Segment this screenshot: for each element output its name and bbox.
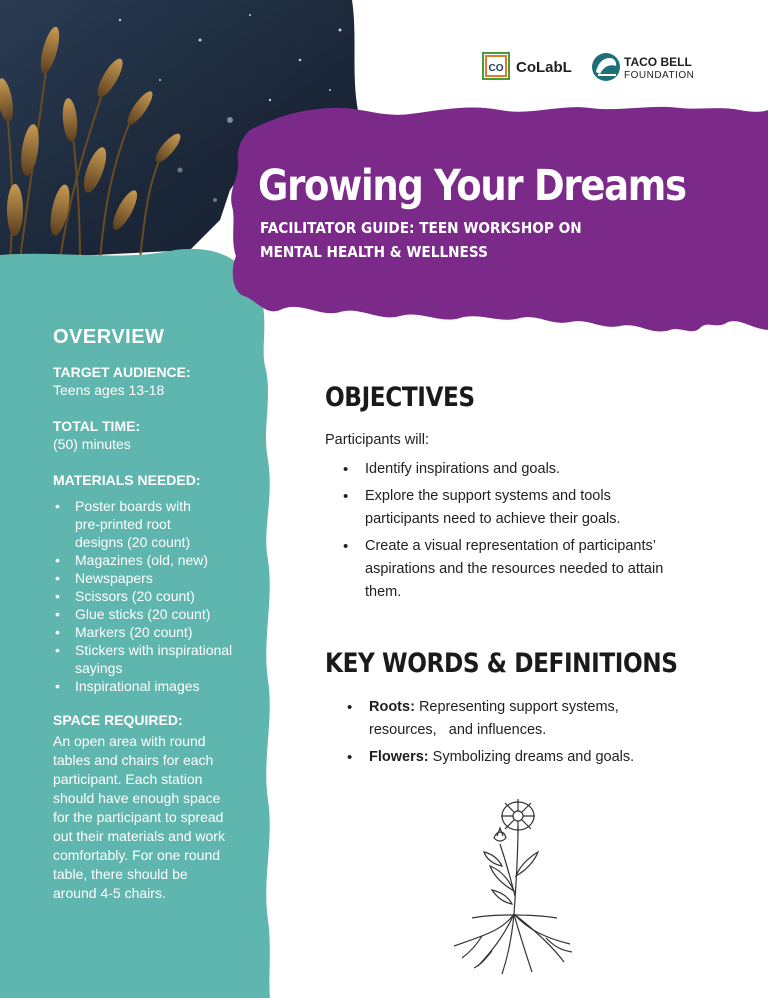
list-item xyxy=(345,696,655,742)
colabl-logo-text: CoLabL xyxy=(516,59,572,76)
partner-logos xyxy=(482,52,712,84)
list-item: • Identify inspirations and goals. xyxy=(341,458,671,481)
taco-bell-logo-line1: TACO BELL xyxy=(624,55,692,69)
materials-list xyxy=(53,497,263,695)
target-audience-value: Teens ages 13-18 xyxy=(53,382,165,398)
objectives-intro: Participants will: xyxy=(325,432,429,448)
total-time-value: (50) minutes xyxy=(53,436,131,452)
keyword-term: Flowers: xyxy=(369,749,429,765)
overview-sidebar xyxy=(53,326,263,903)
title-block xyxy=(258,160,728,264)
list-item: • Poster boards with pre-printed root designs (20 count) xyxy=(53,497,215,551)
list-item: • Scissors (20 count) xyxy=(53,587,263,605)
space-required-value: An open area with round tables and chairs for each participant. Each station should have enough space for the participant to spread out their materials and work comfortably. For one round table, there should be around 4-5 chairs. xyxy=(53,733,225,901)
list-item: • Newspapers xyxy=(53,569,263,587)
list-item: • Magazines (old, new) xyxy=(53,551,263,569)
space-required-label: SPACE REQUIRED: xyxy=(53,712,183,728)
svg-text:CO: CO xyxy=(488,63,504,74)
objectives-heading: OBJECTIVES xyxy=(325,382,475,413)
objectives-list xyxy=(341,458,671,608)
page-title: Growing Your Dreams xyxy=(258,161,686,211)
overview-title: OVERVIEW xyxy=(53,326,165,348)
keyword-term: Roots: xyxy=(369,699,415,715)
total-time-label: TOTAL TIME: xyxy=(53,418,141,434)
list-item: • Markers (20 count) xyxy=(53,623,263,641)
page-subtitle: FACILITATOR GUIDE: TEEN WORKSHOP ON MENTAL HEALTH & WELLNESS xyxy=(260,219,582,261)
keyword-definition: Symbolizing dreams and goals. xyxy=(432,749,635,765)
keyword-definition: Representing support systems, resources, and influences. xyxy=(369,699,623,738)
list-item: • Stickers with inspirational sayings xyxy=(53,641,250,677)
keywords-heading: KEY WORDS & DEFINITIONS xyxy=(325,648,678,679)
list-item: • Glue sticks (20 count) xyxy=(53,605,263,623)
colabl-logo-icon xyxy=(483,53,509,79)
taco-bell-bell-icon xyxy=(592,53,620,81)
target-audience-label: TARGET AUDIENCE: xyxy=(53,364,191,380)
list-item xyxy=(345,746,655,769)
list-item: • Create a visual representation of participants’ aspirations and the resources needed to attain them. xyxy=(341,535,671,604)
keywords-list xyxy=(345,696,655,773)
list-item: • Explore the support systems and tools participants need to achieve their goals. xyxy=(341,485,671,531)
taco-bell-logo-line2: FOUNDATION xyxy=(624,70,695,81)
list-item: • Inspirational images xyxy=(53,677,263,695)
flower-with-roots-illustration xyxy=(442,796,582,976)
materials-label: MATERIALS NEEDED: xyxy=(53,472,201,488)
